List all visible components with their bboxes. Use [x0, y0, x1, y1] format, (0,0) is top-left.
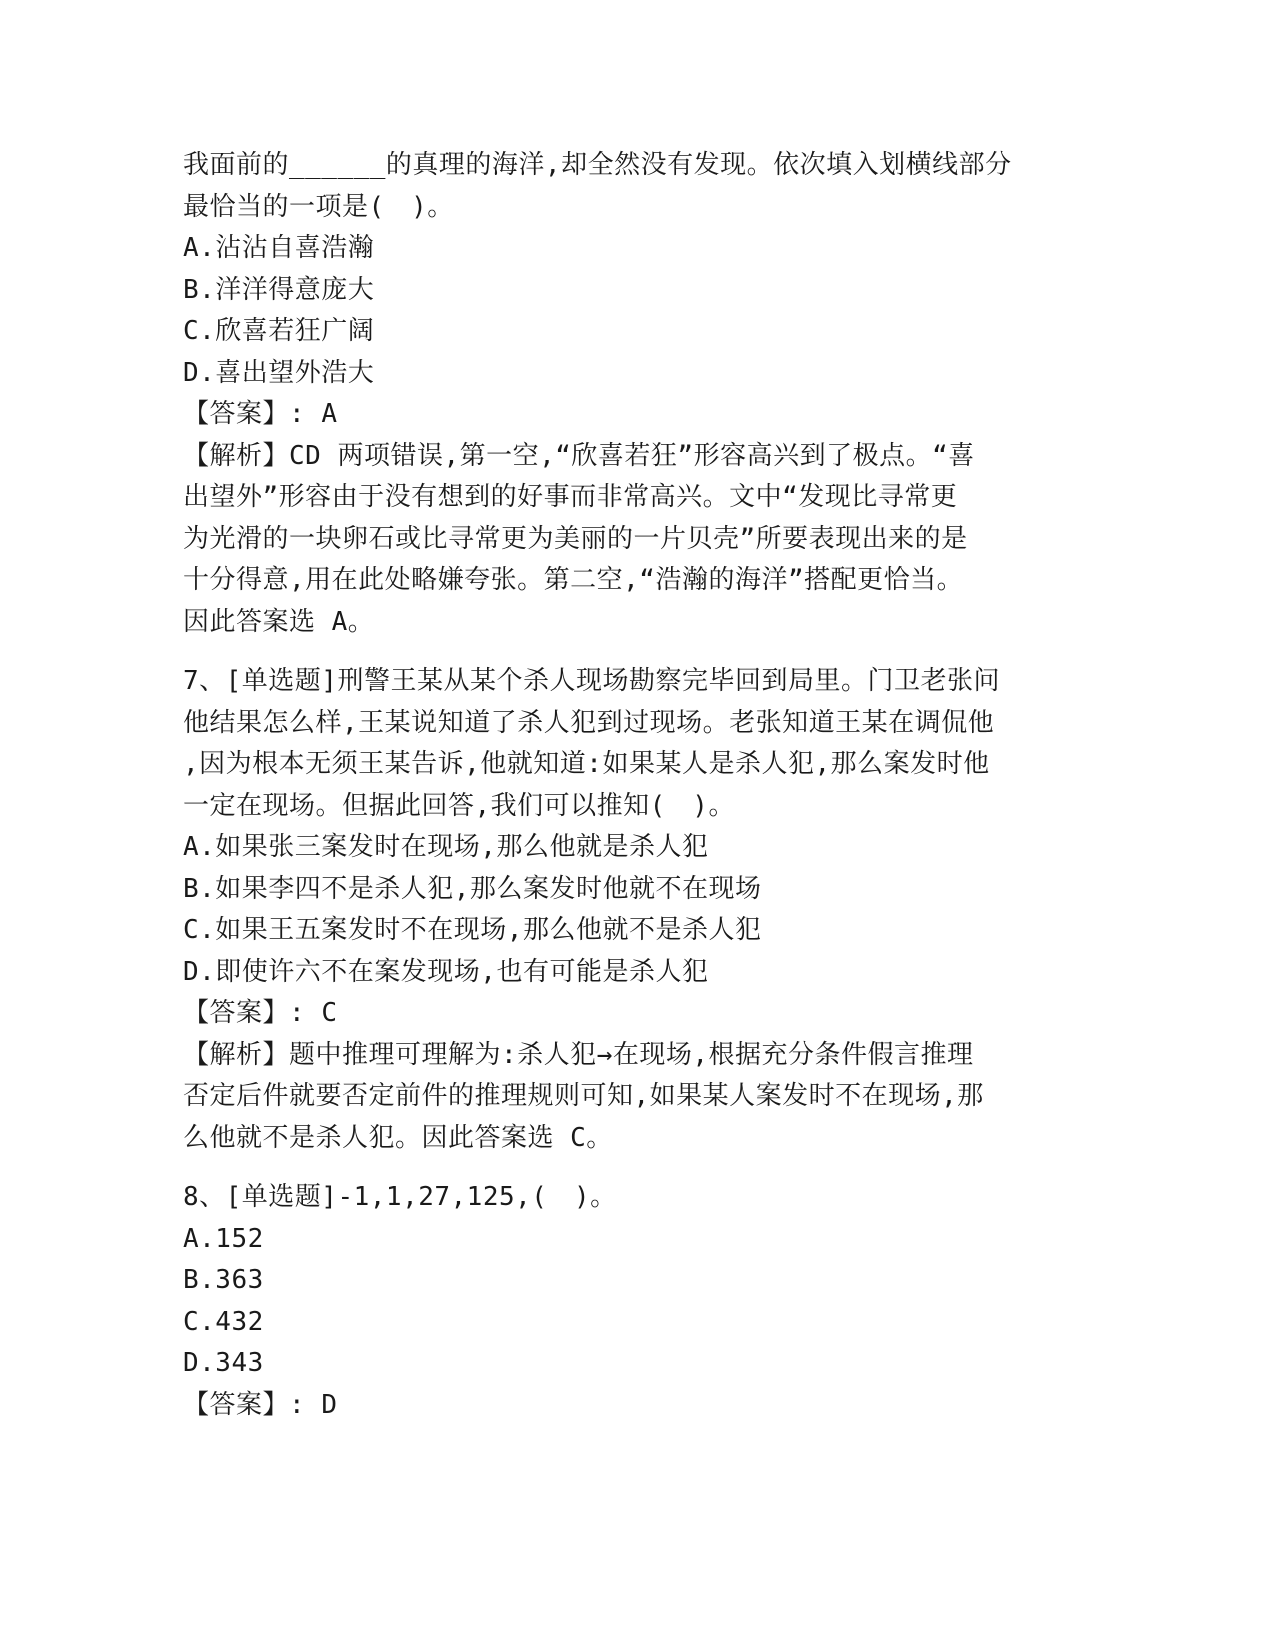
analysis-line: 为光滑的一块卵石或比寻常更为美丽的一片贝壳”所要表现出来的是 — [183, 523, 968, 554]
answer-line — [183, 394, 1083, 436]
option-c: C.432 — [183, 1306, 264, 1337]
option-d: D.343 — [183, 1348, 264, 1378]
option-b: B.洋洋得意庞大 — [183, 274, 375, 305]
answer-label: 【答案】: — [183, 1389, 306, 1420]
analysis-line — [183, 436, 1083, 478]
analysis-line — [183, 1035, 1083, 1077]
option-c: C.如果王五案发时不在现场,那么他就不是杀人犯 — [183, 915, 762, 945]
analysis-text: 题中推理可理解为:杀人犯→在现场,根据充分条件假言推理 — [289, 1039, 974, 1070]
option-a: A.如果张三案发时在现场,那么他就是杀人犯 — [183, 832, 709, 862]
option-d: D.喜出望外浩大 — [183, 357, 375, 388]
option-a: A.152 — [183, 1223, 264, 1254]
question-stem-line: 最恰当的一项是( )。 — [183, 191, 454, 222]
option-a: A.沾沾自喜浩瀚 — [183, 233, 375, 263]
answer-value: C — [321, 998, 338, 1028]
option-c: C.欣喜若狂广阔 — [183, 316, 375, 346]
question-stem-line: 一定在现场。但据此回答,我们可以推知( )。 — [183, 790, 735, 821]
question-7 — [183, 661, 1083, 1159]
analysis-label: 【解析】 — [183, 1039, 290, 1070]
answer-line — [183, 1385, 1083, 1427]
analysis-line: 出望外”形容由于没有想到的好事而非常高兴。文中“发现比寻常更 — [183, 482, 958, 512]
option-b: B.363 — [183, 1265, 264, 1295]
option-d: D.即使许六不在案发现场,也有可能是杀人犯 — [183, 956, 709, 987]
analysis-line: 么他就不是杀人犯。因此答案选 C。 — [183, 1122, 613, 1153]
analysis-line: 十分得意,用在此处略嫌夸张。第二空,“浩瀚的海洋”搭配更恰当。 — [183, 565, 964, 595]
spacer — [183, 1159, 1083, 1177]
question-stem-line: 7、[单选题]刑警王某从某个杀人现场勘察完毕回到局里。门卫老张问 — [183, 666, 1000, 696]
answer-label: 【答案】: — [183, 998, 306, 1028]
document-page — [183, 145, 1083, 1426]
analysis-label: 【解析】 — [183, 440, 290, 471]
question-stem-line: 他结果怎么样,王某说知道了杀人犯到过现场。老张知道王某在调侃他 — [183, 707, 995, 738]
analysis-text: CD 两项错误,第一空,“欣喜若狂”形容高兴到了极点。“喜 — [289, 440, 975, 471]
question-6 — [183, 145, 1083, 643]
question-stem-line: 8、[单选题]-1,1,27,125,( )。 — [183, 1182, 617, 1212]
analysis-line: 否定后件就要否定前件的推理规则可知,如果某人案发时不在现场,那 — [183, 1081, 984, 1111]
answer-label: 【答案】: — [183, 399, 306, 429]
answer-value: D — [321, 1389, 338, 1420]
question-stem-line: 我面前的______的真理的海洋,却全然没有发现。依次填入划横线部分 — [183, 150, 1012, 180]
analysis-line: 因此答案选 A。 — [183, 606, 375, 637]
spacer — [183, 643, 1083, 661]
answer-value: A — [321, 399, 338, 429]
option-b: B.如果李四不是杀人犯,那么案发时他就不在现场 — [183, 873, 762, 904]
question-8 — [183, 1177, 1083, 1426]
question-stem-line: ,因为根本无须王某告诉,他就知道:如果某人是杀人犯,那么案发时他 — [183, 749, 990, 779]
answer-line — [183, 993, 1083, 1035]
